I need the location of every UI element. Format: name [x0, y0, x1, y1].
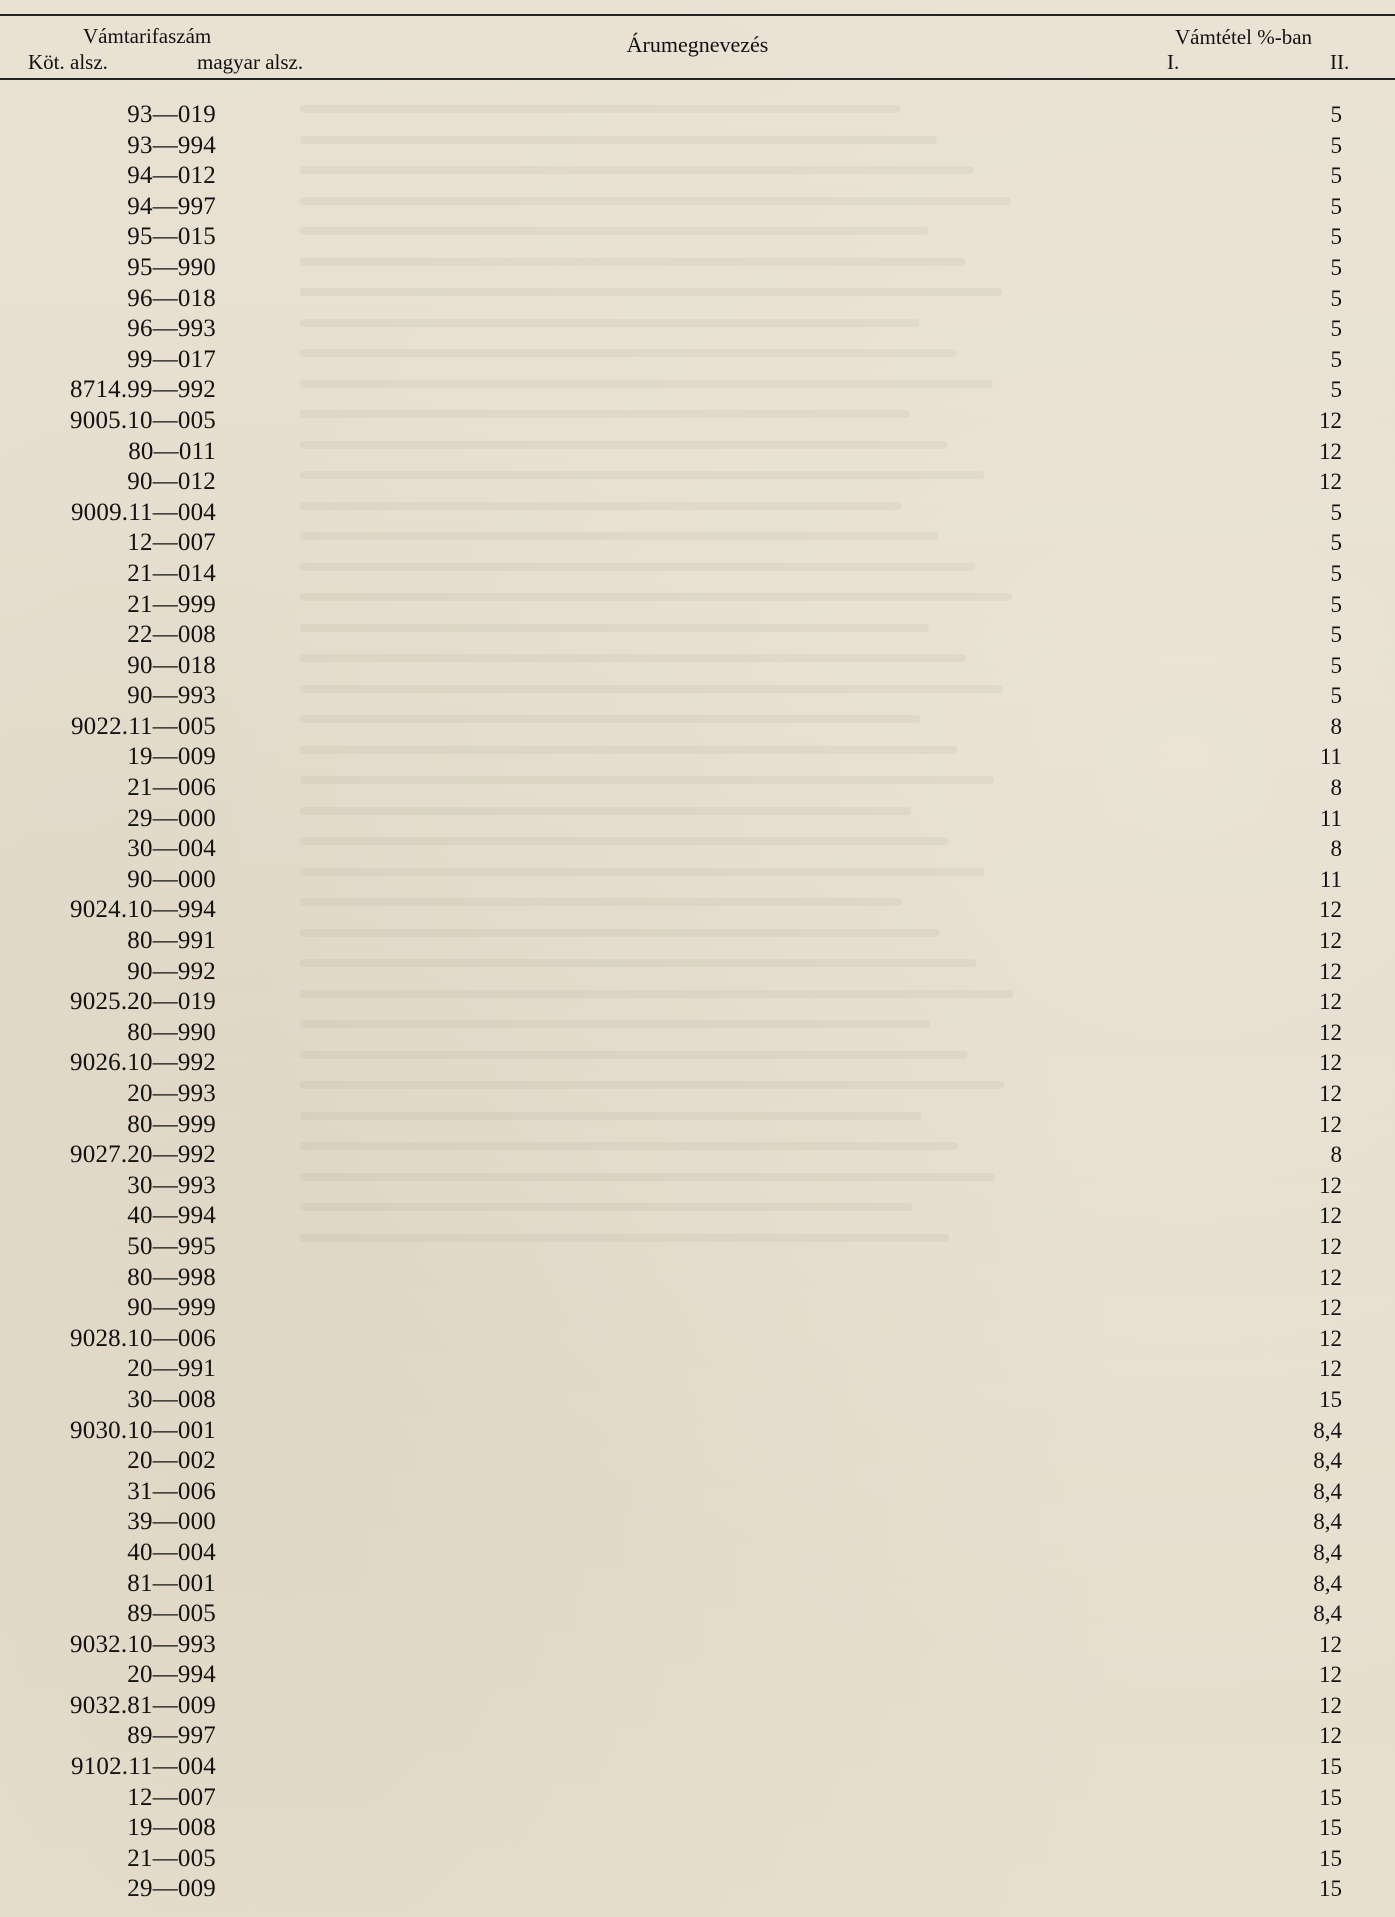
tariff-code: 9009.11—004: [70, 498, 216, 526]
table-row: [0, 926, 1395, 957]
duty-rate: 12: [1319, 1111, 1342, 1137]
tariff-code: 99—017: [127, 345, 216, 373]
duty-rate: 12: [1319, 1233, 1342, 1259]
table-row: [0, 1018, 1395, 1049]
duty-rate: 8,4: [1313, 1539, 1342, 1565]
duty-rate: 15: [1319, 1815, 1342, 1841]
tariff-code: 89—005: [127, 1600, 216, 1628]
table-row: [0, 742, 1395, 773]
tariff-code: 90—018: [127, 651, 216, 679]
duty-rate: 12: [1319, 1692, 1342, 1718]
table-row: [0, 559, 1395, 590]
table-row: [0, 467, 1395, 498]
table-row: [0, 406, 1395, 437]
tariff-code: 31—006: [127, 1477, 216, 1505]
duty-rate: 12: [1319, 1662, 1342, 1688]
table-row: [0, 1110, 1395, 1141]
tariff-code: 95—990: [127, 253, 216, 281]
duty-rate: 12: [1319, 1019, 1342, 1045]
duty-rate: 12: [1319, 928, 1342, 954]
duty-rate: 5: [1330, 591, 1342, 617]
tariff-code: 9005.10—005: [70, 406, 216, 434]
table-row: [0, 1813, 1395, 1844]
tariff-code: 29—000: [127, 804, 216, 832]
tariff-code: 81—001: [127, 1569, 216, 1597]
tariff-code: 93—019: [127, 101, 216, 128]
duty-rate: 11: [1319, 744, 1342, 770]
table-row: [0, 1721, 1395, 1752]
table-row: [0, 1752, 1395, 1783]
table-row: [0, 1599, 1395, 1630]
tariff-code: 20—993: [127, 1080, 216, 1107]
header-bound-subheading: Köt. alsz.: [28, 50, 108, 74]
table-row: [0, 1538, 1395, 1569]
duty-rate: 5: [1330, 163, 1342, 189]
tariff-code: 9102.11—004: [70, 1753, 216, 1781]
tariff-code: 21—005: [127, 1844, 216, 1872]
duty-rate: 11: [1319, 866, 1342, 892]
tariff-table-body: [0, 100, 1395, 1905]
table-row: [0, 375, 1395, 406]
tariff-code: 80—990: [127, 1018, 216, 1046]
table-row: [0, 1354, 1395, 1385]
duty-rate: 8: [1330, 775, 1342, 801]
duty-rate: 15: [1319, 1876, 1342, 1902]
table-row: [0, 100, 1395, 131]
tariff-code: 39—000: [127, 1508, 216, 1536]
duty-rate: 12: [1319, 1081, 1342, 1106]
table-row: [0, 895, 1395, 926]
duty-rate: 5: [1330, 102, 1342, 127]
table-row: [0, 1171, 1395, 1202]
tariff-code: 96—993: [127, 315, 216, 343]
duty-rate: 5: [1330, 254, 1342, 280]
duty-rate: 8: [1330, 713, 1342, 739]
tariff-code: 9027.20—992: [70, 1141, 216, 1169]
table-row: [0, 1140, 1395, 1171]
tariff-code: 22—008: [127, 621, 216, 649]
tariff-code: 12—007: [127, 1783, 216, 1811]
tariff-code: 40—994: [127, 1202, 216, 1230]
duty-rate: 12: [1319, 989, 1342, 1015]
header-rate-column-i: I.: [1167, 50, 1180, 74]
duty-rate: 5: [1330, 499, 1342, 525]
table-row: [0, 1446, 1395, 1477]
duty-rate: 12: [1319, 407, 1342, 433]
tariff-code: 80—999: [127, 1110, 216, 1138]
duty-rate: 12: [1319, 1172, 1342, 1198]
duty-rate: 12: [1319, 1050, 1342, 1076]
tariff-code: 21—006: [127, 774, 216, 802]
duty-rate: 15: [1319, 1754, 1342, 1780]
duty-rate: 5: [1330, 224, 1342, 250]
table-row: [0, 1293, 1395, 1324]
duty-rate: 12: [1319, 1723, 1342, 1749]
tariff-code: 9028.10—006: [70, 1324, 216, 1352]
duty-rate: 8,4: [1313, 1478, 1342, 1504]
table-row: [0, 1844, 1395, 1875]
table-row: [0, 1385, 1395, 1416]
table-row: [0, 1507, 1395, 1538]
duty-rate: 8,4: [1313, 1448, 1342, 1474]
table-row: [0, 1660, 1395, 1691]
header-duty-rate: Vámtétel %-ban: [1175, 25, 1313, 49]
tariff-code: 9032.81—009: [70, 1691, 216, 1719]
table-row: [0, 1079, 1395, 1110]
tariff-code: 9025.20—019: [70, 988, 216, 1016]
tariff-code: 90—000: [127, 865, 216, 893]
table-row: [0, 834, 1395, 865]
table-row: [0, 651, 1395, 682]
duty-rate: 12: [1319, 1325, 1342, 1351]
tariff-code: 9030.10—001: [70, 1416, 216, 1444]
tariff-code: 96—018: [127, 284, 216, 312]
duty-rate: 12: [1319, 897, 1342, 923]
duty-rate: 5: [1330, 316, 1342, 342]
tariff-code: 80—998: [127, 1263, 216, 1291]
duty-rate: 8,4: [1313, 1417, 1342, 1443]
duty-rate: 15: [1319, 1784, 1342, 1810]
table-row: [0, 222, 1395, 253]
table-row: [0, 314, 1395, 345]
table-row: [0, 865, 1395, 896]
table-row: [0, 773, 1395, 804]
tariff-code: 94—012: [127, 162, 216, 190]
duty-rate: 8: [1330, 1142, 1342, 1168]
table-row: [0, 590, 1395, 621]
tariff-code: 12—007: [127, 529, 216, 557]
tariff-code: 50—995: [127, 1232, 216, 1260]
tariff-code: 9026.10—992: [70, 1049, 216, 1077]
duty-rate: 11: [1319, 805, 1342, 831]
tariff-code: 8714.99—992: [70, 376, 216, 404]
duty-rate: 5: [1330, 132, 1342, 158]
duty-rate: 15: [1319, 1845, 1342, 1871]
table-row: [0, 1048, 1395, 1079]
duty-rate: 5: [1330, 346, 1342, 372]
tariff-code: 20—991: [127, 1355, 216, 1383]
tariff-code: 9024.10—994: [70, 896, 216, 924]
table-row: [0, 253, 1395, 284]
table-row: [0, 131, 1395, 162]
table-row: [0, 528, 1395, 559]
duty-rate: 5: [1330, 560, 1342, 586]
duty-rate: 5: [1330, 652, 1342, 678]
duty-rate: 12: [1319, 958, 1342, 984]
tariff-code: 9032.10—993: [70, 1630, 216, 1658]
duty-rate: 12: [1319, 1356, 1342, 1382]
tariff-code: 20—002: [127, 1447, 216, 1475]
table-row: [0, 1874, 1395, 1905]
table-row: [0, 804, 1395, 835]
duty-rate: 5: [1330, 285, 1342, 311]
tariff-code: 29—009: [127, 1875, 216, 1903]
table-row: [0, 1783, 1395, 1814]
table-row: [0, 1263, 1395, 1294]
tariff-code: 40—004: [127, 1538, 216, 1566]
duty-rate: 12: [1319, 469, 1342, 495]
tariff-code: 80—011: [128, 437, 216, 465]
header-hungarian-subheading: magyar alsz.: [197, 50, 304, 74]
table-row: [0, 498, 1395, 529]
duty-rate: 12: [1319, 1264, 1342, 1290]
tariff-code: 21—014: [127, 559, 216, 587]
duty-rate: 5: [1330, 683, 1342, 709]
header-goods-description: Árumegnevezés: [626, 32, 769, 57]
table-row: [0, 284, 1395, 315]
table-row: [0, 1569, 1395, 1600]
table-row: [0, 1232, 1395, 1263]
table-row: [0, 620, 1395, 651]
table-row: [0, 681, 1395, 712]
tariff-code: 90—999: [127, 1294, 216, 1322]
tariff-code: 21—999: [127, 590, 216, 618]
tariff-code: 93—994: [127, 131, 216, 159]
tariff-code: 90—992: [127, 957, 216, 985]
tariff-code: 30—004: [127, 835, 216, 863]
table-row: [0, 712, 1395, 743]
tariff-code: 19—009: [127, 743, 216, 771]
header-rate-column-ii: II.: [1330, 50, 1350, 74]
table-row: [0, 437, 1395, 468]
table-row: [0, 1201, 1395, 1232]
tariff-code: 9022.11—005: [70, 712, 216, 740]
table-row: [0, 1477, 1395, 1508]
duty-rate: 5: [1330, 193, 1342, 219]
table-row: [0, 1691, 1395, 1722]
duty-rate: 8: [1330, 836, 1342, 862]
duty-rate: 8,4: [1313, 1601, 1342, 1627]
duty-rate: 12: [1319, 1295, 1342, 1321]
tariff-code: 95—015: [127, 223, 216, 251]
table-row: [0, 345, 1395, 376]
duty-rate: 12: [1319, 1631, 1342, 1657]
header-tariff-number: Vámtarifaszám: [83, 24, 212, 48]
duty-rate: 5: [1330, 377, 1342, 403]
duty-rate: 5: [1330, 622, 1342, 648]
table-row: [0, 957, 1395, 988]
table-row: [0, 192, 1395, 223]
tariff-code: 94—997: [127, 192, 216, 220]
table-row: [0, 987, 1395, 1018]
tariff-code: 80—991: [127, 927, 216, 955]
tariff-code: 30—993: [127, 1171, 216, 1199]
header-bottom-rule: [0, 78, 1395, 80]
duty-rate: 15: [1319, 1386, 1342, 1412]
duty-rate: 5: [1330, 530, 1342, 556]
table-row: [0, 1416, 1395, 1447]
tariff-code: 90—993: [127, 682, 216, 710]
tariff-code: 90—012: [127, 468, 216, 496]
duty-rate: 8,4: [1313, 1570, 1342, 1596]
header-top-rule: [0, 14, 1395, 16]
tariff-code: 30—008: [127, 1385, 216, 1413]
duty-rate: 12: [1319, 438, 1342, 464]
tariff-code: 19—008: [127, 1814, 216, 1842]
tariff-code: 20—994: [127, 1661, 216, 1689]
table-row: [0, 1324, 1395, 1355]
duty-rate: 8,4: [1313, 1509, 1342, 1535]
duty-rate: 12: [1319, 1203, 1342, 1229]
table-row: [0, 1630, 1395, 1661]
table-row: [0, 161, 1395, 192]
tariff-code: 89—997: [127, 1722, 216, 1750]
